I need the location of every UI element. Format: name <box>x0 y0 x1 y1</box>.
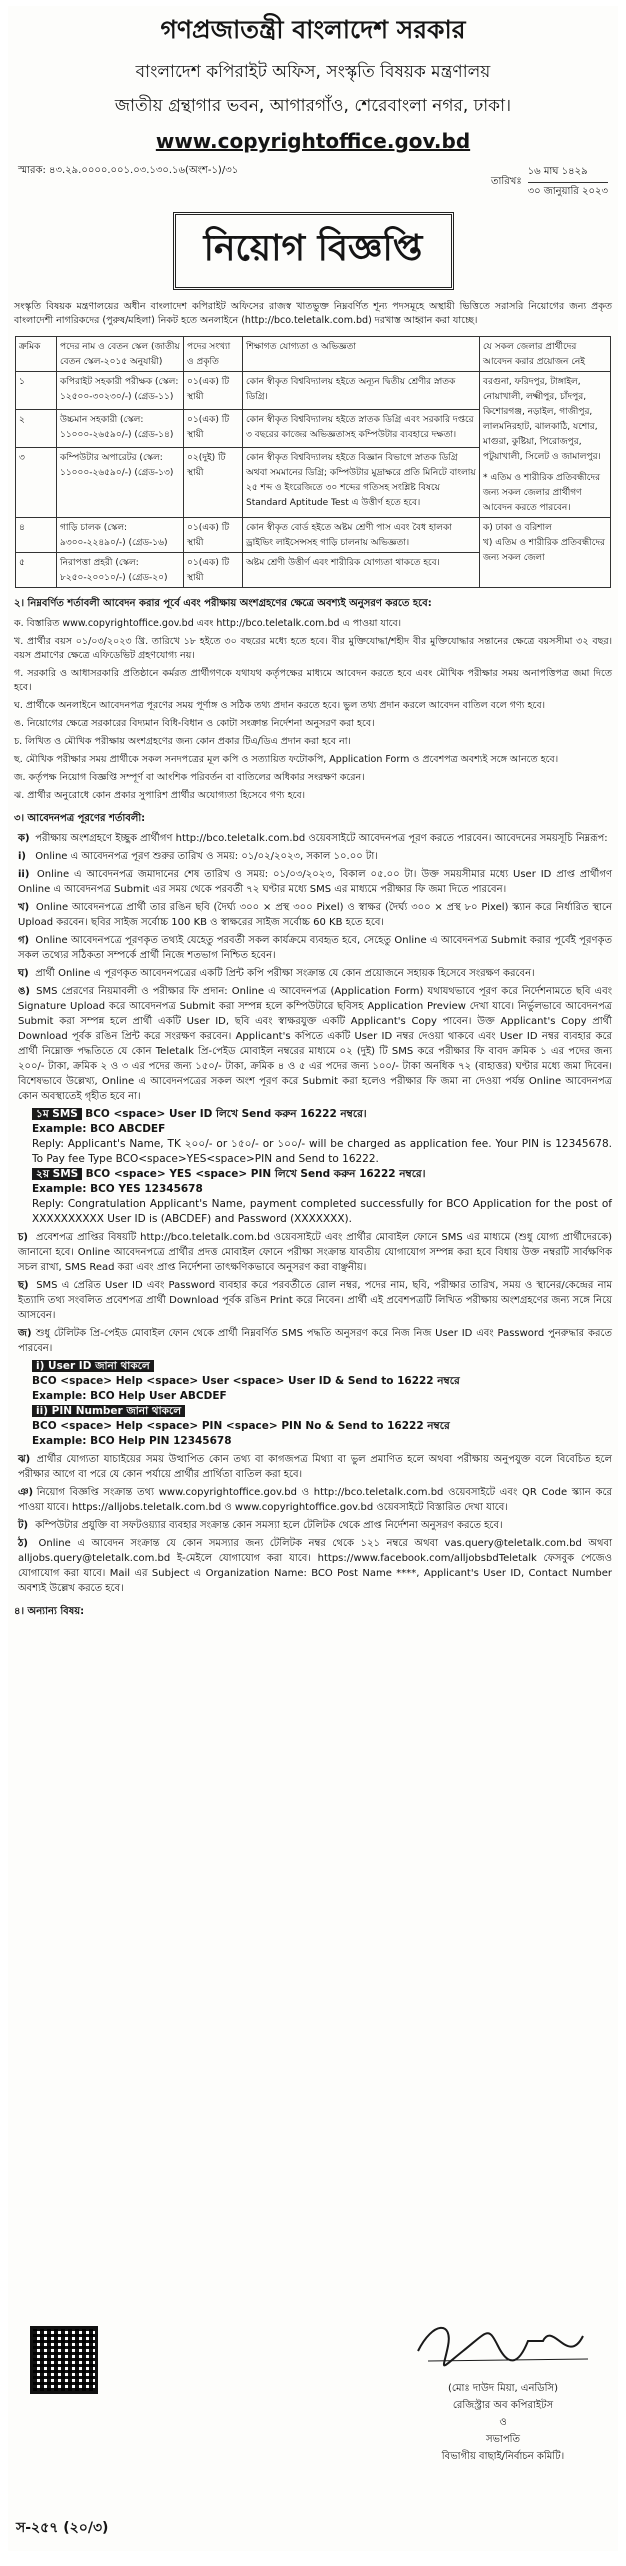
sms2-tag: ২য় SMS <box>32 1168 82 1180</box>
apply-item <box>18 1230 612 1275</box>
apply-num: ঙ) <box>18 986 30 997</box>
cell-count: ০১(এক) টি স্থায়ী <box>184 372 243 410</box>
cell-qualification: কোন স্বীকৃত বিশ্ববিদ্যালয় হইতে অন্যূন দ্বিতীয় শ্রেণীর স্নাতক ডিগ্রি। <box>243 372 480 410</box>
cell-count: ০১(এক) টি স্থায়ী <box>184 553 243 588</box>
cell-count: ০১(এক) টি স্থায়ী <box>184 518 243 553</box>
table-header-row <box>16 337 611 372</box>
apply-text: প্রার্থী Online এ পূরণকৃত আবেদনপত্রের একটি প্রিন্ট কপি পরীক্ষা সংক্রান্ত যে কোন প্রয়োজনে সহায়ক হিসেবে সংরক্ষণ করবেন। <box>35 968 535 979</box>
sms1-example: Example: BCO ABCDEF <box>32 1123 166 1135</box>
apply-item <box>18 966 612 981</box>
recovery-user-command: BCO <space> Help <space> User <space> User ID & Send to 16222 নম্বরে <box>32 1375 460 1387</box>
apply-text: কম্পিউটার প্রযুক্তি বা সফটওয়্যার ব্যবহার সংক্রান্ত কোন সমস্যা হলে টেলিটক থেকে প্রাপ্ত নির্দেশনা অনুসরণ করতে হবে। <box>35 1520 503 1531</box>
sms2-reply: Reply: Congratulation Applicant's Name, payment completed successfully for BCO Application for the post of XXXXXXXXXX User ID is (ABCDEF) and Password (XXXXXXX). <box>32 1198 612 1225</box>
apply-num: ঞ) <box>18 1487 34 1498</box>
intro-paragraph: সংস্কৃতি বিষয়ক মন্ত্রণালয়ের অধীন বাংলাদেশ কপিরাইট অফিসের রাজস্ব খাতভুক্ত নিম্নবর্ণিত শূন্য পদসমূহে অস্থায়ী ভিত্তিতে সরাসরি নিয়োগের জন্য প্রকৃত বাংলাদেশী নাগরিকদের (পুরুষ/মহিলা) নিকট হতে অনলাইনে (http://bco.teletalk.com.bd) দরখাস্ত আহ্বান করা যাচ্ছে। <box>14 301 612 326</box>
apply-num: ii) <box>18 869 30 880</box>
apply-text: প্রার্থীর যোগ্যতা যাচাইয়ের সময় উত্থাপিত কোন তথ্য বা কাগজপত্র মিথ্যা বা ভুল প্রমাণিত হলে অথবা পরীক্ষায় অনুপযুক্ত বলে বিবেচিত হলে পরীক্ষার আগে বা পরে যে কোন পর্যায়ে প্রার্থীর প্রার্থিতা বাতিল করা হবে। <box>18 1454 612 1480</box>
col-count: পদের সংখ্যা ও প্রকৃতি <box>184 337 243 372</box>
apply-num: খ) <box>18 902 30 913</box>
posts-table <box>15 336 611 588</box>
qr-code-icon[interactable] <box>30 2326 98 2394</box>
memo-dates <box>491 163 608 202</box>
table-row <box>16 372 611 410</box>
recovery-pin-tag: ii) PIN Number জানা থাকলে <box>32 1405 185 1417</box>
gov-title: গণপ্রজাতন্ত্রী বাংলাদেশ সরকার <box>160 15 466 44</box>
footer-code: স-২৫৭ (২০/৩) <box>16 2520 109 2536</box>
memo-row <box>8 163 618 202</box>
cell-excluded-upper <box>480 372 611 518</box>
conditions-heading: ২। নিম্নবর্ণিত শর্তাবলী আবেদন করার পূর্বে এবং পরীক্ষায় অংশগ্রহণের ক্ষেত্রে অবশ্যই অনুসরণ করতে হবে: <box>14 598 432 609</box>
col-post: পদের নাম ও বেতন স্কেল (জাতীয় বেতন স্কেল-২০১৫ অনুযায়ী) <box>57 337 184 372</box>
excluded-note: * এতিম ও শারীরিক প্রতিবন্ধীদের জন্য সকল জেলার প্রার্থীগণ আবেদন করতে পারবেন। <box>483 473 601 513</box>
cell-post: কম্পিউটার অপারেটর (স্কেল: ১১০০০-২৬৫৯০/-) (গ্রেড-১৩) <box>57 447 184 517</box>
final-heading: ৪। অন্যান্য বিষয়: <box>14 1606 85 1617</box>
cell-qualification: কোন স্বীকৃত বিশ্ববিদ্যালয় হইতে বিজ্ঞান বিভাগে স্নাতক ডিগ্রি অথবা সমমানের ডিগ্রি; কম্পিউটার মুদ্রাক্ষরে প্রতি মিনিটে বাংলায় ২৫ শব্দ ও ইংরেজিতে ৩০ শব্দের গতিসহ সংশ্লিষ্ট বিষয়ে Standard Aptitude Test এ উত্তীর্ণ হতে হবে। <box>243 447 480 517</box>
office-address: জাতীয় গ্রন্থাগার ভবন, আগারগাঁও, শেরেবাংলা নগর, ঢাকা। <box>114 96 512 116</box>
col-serial: ক্রমিক <box>16 337 57 372</box>
excluded-lower-a: ক) ঢাকা ও বরিশাল <box>483 523 552 533</box>
apply-num: ঠ) <box>18 1538 28 1549</box>
signatory-name: (মোঃ দাউদ মিয়া, এনডিসি) <box>447 2383 559 2394</box>
cell-post: নিরাপত্তা প্রহরী (স্কেল: ৮২৫০-২০০১০/-) (গ্রেড-২০) <box>57 553 184 588</box>
signature-block <box>398 2311 608 2466</box>
apply-text: নিয়োগ বিজ্ঞপ্তি সংক্রান্ত তথ্য www.copyrightoffice.gov.bd ও http://bco.teletalk.com.bd ওয়েবসাইটে এবং QR Code স্ক্যান করে পাওয়া যাবে। https://alljobs.teletalk.com.bd ও www.copyrightoffice.gov.bd ওয়েবসাইটে বিস্তারিত দেখা যাবে। <box>18 1487 612 1513</box>
apply-text: SMS প্রেরণের নিয়মাবলী ও পরীক্ষার ফি প্রদান: Online এ আবেদনপত্র (Application Form) যথাযথভাবে পূরণ করে নির্দেশনামতে ছবি এবং Signature Upload করে আবেদনপত্র Submit করা সম্পন্ন হলে কম্পিউটারে ছবিসহ Application Preview দেখা যাবে। নির্ভুলভাবে আবেদনপত্র Submit করা সম্পন্ন হলে প্রার্থী একটি User ID, ছবি এবং স্বাক্ষরযুক্ত একটি Applicant's Copy পাবেন। উক্ত Applicant's Copy প্রার্থী Download পূর্বক রঙিন প্রিন্ট করে সংরক্ষণ করবেন। Applicant's কপিতে একটি User ID নম্বর দেওয়া থাকবে এবং User ID নম্বর ব্যবহার করে প্রার্থী নিম্নোক্ত পদ্ধতিতে যে কোন Teletalk প্রি-পেইড মোবাইল নম্বরের মাধ্যমে ০২ (দুই) টি SMS করে পরীক্ষার ফি বাবদ ক্রমিক ১ এর পদের জন্য ২০০/- টাকা, ক্রমিক ২ ও ৩ এর পদের জন্য ১৫০/- টাকা, ক্রমিক ৪ ও ৫ এর পদের জন্য ১০০/- টাকা অনধিক ৭২ (বাহাত্তর) ঘণ্টার মধ্যে জমা দিবেন। বিশেষভাবে উল্লেখ্য, Online এ আবেদনপত্রের সকল অংশ পূরণ করে Submit করা হলেও পরীক্ষার ফি জমা না দেওয়া পর্যন্ত Online আবেদনপত্র কোন অবস্থাতেই গৃহীত হবে না। <box>18 986 612 1102</box>
recovery-block <box>32 1359 612 1449</box>
apply-num: গ) <box>18 935 30 946</box>
apply-text: Online আবেদনপত্রে পূরণকৃত তথ্যই যেহেতু পরবর্তী সকল কার্যক্রমে ব্যবহৃত হবে, সেহেতু Online এ আবেদনপত্র Submit করার পূর্বেই পূরণকৃত সকল তথ্যের সঠিকতা সম্পর্কে প্রার্থী নিজে শতভাগ নিশ্চিত হবেন। <box>18 935 612 961</box>
cell-post: গাড়ি চালক (স্কেল: ৯৩০০-২২৪৯০/-) (গ্রেড-১৬) <box>57 518 184 553</box>
apply-num: জ) <box>18 1328 32 1339</box>
cell-serial: ৪ <box>16 518 57 553</box>
sms-block <box>32 1107 612 1227</box>
date-english: ৩০ জানুয়ারি ২০২৩ <box>527 186 608 197</box>
apply-item <box>18 1536 612 1596</box>
apply-num: ক) <box>18 833 30 844</box>
apply-num: ট) <box>18 1520 29 1531</box>
apply-num: ঝ) <box>18 1454 31 1465</box>
sms1-command: BCO <space> User ID লিখে Send করুন 16222 নম্বরে। <box>85 1108 367 1120</box>
apply-item <box>18 867 612 897</box>
cell-qualification: কোন স্বীকৃত বোর্ড হইতে অষ্টম শ্রেণী পাস এবং বৈধ হালকা ড্রাইভিং লাইসেন্সসহ গাড়ি চালনায় অভিজ্ঞতা। <box>243 518 480 553</box>
committee-name: বিভাগীয় বাছাই/নির্বাচন কমিটি। <box>441 2451 565 2462</box>
condition-item: ঙ. নিয়োগের ক্ষেত্রে সরকারের বিদ্যমান বিধি-বিধান ও কোটা সংক্রান্ত নির্দেশনা অনুসরণ করা হবে। <box>14 718 375 729</box>
office-line: বাংলাদেশ কপিরাইট অফিস, সংস্কৃতি বিষয়ক মন্ত্রণালয় <box>135 62 491 82</box>
cell-count: ০২(দুই) টি স্থায়ী <box>184 447 243 517</box>
recovery-pin-command: BCO <space> Help <space> PIN <space> PIN No & Send to 16222 নম্বরে <box>32 1420 450 1432</box>
apply-num: i) <box>18 851 26 862</box>
cell-serial: ৫ <box>16 553 57 588</box>
cell-excluded-lower <box>480 518 611 588</box>
signatory-and: ও <box>499 2417 507 2428</box>
condition-item: গ. সরকারি ও আধাসরকারি প্রতিষ্ঠানে কর্মরত প্রার্থীগণকে যথাযথ কর্তৃপক্ষের মাধ্যমে আবেদন করতে হবে এবং মৌখিক পরীক্ষার সময় অনাপত্তিপত্র জমা দিতে হবে। <box>14 668 612 693</box>
apply-item <box>18 849 612 864</box>
apply-text: Online আবেদনপত্রে প্রার্থী তার রঙিন ছবি (দৈর্ঘ্য ৩০০ × প্রস্থ ৩০০ Pixel) ও স্বাক্ষর (দৈর্ঘ্য ৩০০ × প্রস্থ ৮০ Pixel) স্ক্যান করে নির্ধারিত স্থানে Upload করবেন। ছবির সাইজ সর্বোচ্চ 100 KB ও স্বাক্ষরের সাইজ সর্বোচ্চ 60 KB হতে হবে। <box>18 902 612 928</box>
condition-item: ঘ. প্রার্থীকে অনলাইনে আবেদনপত্র পূরণের সময় পূর্ণাঙ্গ ও সঠিক তথ্য প্রদান করতে হবে। ভুল তথ্য প্রদান করলে আবেদন বাতিল বলে গণ্য হবে। <box>14 700 546 711</box>
apply-text: পরীক্ষায় অংশগ্রহণে ইচ্ছুক প্রার্থীগণ http://bco.teletalk.com.bd ওয়েবসাইটে আবেদনপত্র পূরণ করতে পারবেন। আবেদনের সময়সূচি নিম্নরূপ: <box>35 833 608 844</box>
condition-item: চ. লিখিত ও মৌখিক পরীক্ষায় অংশগ্রহণের জন্য কোন প্রকার টিএ/ডিএ প্রদান করা হবে না। <box>14 736 351 747</box>
apply-text: SMS এ প্রেরিত User ID এবং Password ব্যবহার করে পরবর্তীতে রোল নম্বর, পদের নাম, ছবি, পরীক্ষার তারিখ, সময় ও স্থানের/কেন্দ্রের নাম ইত্যাদি তথ্য সংবলিত প্রবেশপত্র প্রার্থী Download পূর্বক রঙিন Print করে নিবেন। প্রার্থী এই প্রবেশপত্রটি লিখিত পরীক্ষায় অংশগ্রহণের জন্য সঙ্গে নিয়ে আসবেন। <box>18 1280 612 1321</box>
apply-num: ঘ) <box>18 968 29 979</box>
cell-serial: ২ <box>16 409 57 447</box>
col-excluded-districts: যে সকল জেলার প্রার্থীদের আবেদন করার প্রয়োজন নেই <box>480 337 611 372</box>
header <box>8 6 618 153</box>
signatory-designation: রেজিস্ট্রার অব কপিরাইটস <box>452 2400 554 2411</box>
apply-text: Online এ আবেদন সংক্রান্ত যে কোন সমস্যার জন্য টেলিটক নম্বর থেকে ১২১ নম্বরে অথবা vas.query@teletalk.com.bd অথবা alljobs.query@teletalk.com.bd ই-মেইলে যোগাযোগ করা যাবে। https://www.facebook.com/alljobsbdTeletalk ফেসবুক পেজেও যোগাযোগ করা যাবে। Mail এর Subject এ Organization Name: BCO Post Name ****, Applicant's User ID, Contact Number অবশ্যই উল্লেখ করতে হবে। <box>18 1538 612 1594</box>
apply-num: ছ) <box>18 1280 29 1291</box>
signature-icon <box>408 2311 598 2381</box>
apply-item <box>18 900 612 930</box>
cell-post: উচ্চমান সহকারী (স্কেল: ১১০০০-২৬৫৯০/-) (গ্রেড-১৪) <box>57 409 184 447</box>
sms2-command: BCO <space> YES <space> PIN লিখে Send করুন 16222 নম্বরে। <box>85 1168 426 1180</box>
sms2-example: Example: BCO YES 12345678 <box>32 1183 203 1195</box>
date-bangla: ১৬ মাঘ ১৪২৯ <box>528 163 608 183</box>
recovery-pin-example: Example: BCO Help PIN 12345678 <box>32 1435 232 1447</box>
apply-text: Online এ আবেদনপত্র জমাদানের শেষ তারিখ ও সময়: ০১/০৩/২০২৩, বিকাল ০৫.০০ টা। উক্ত সময়সীমার মধ্যে User ID প্রাপ্ত প্রার্থীগণ Online এ আবেদনপত্র Submit এর সময় থেকে পরবর্তী ৭২ ঘণ্টার মধ্যে SMS এর মাধ্যমে পরীক্ষার ফি জমা দিতে পারবেন। <box>18 869 612 895</box>
recovery-user-tag: i) User ID জানা থাকলে <box>32 1360 154 1372</box>
apply-text: প্রবেশপত্র প্রাপ্তির বিষয়টি http://bco.teletalk.com.bd ওয়েবসাইটে এবং প্রার্থীর মোবাইল ফোনে SMS এর মাধ্যমে (শুধু যোগ্য প্রার্থীদেরকে) জানানো হবে। Online আবেদনপত্রে প্রার্থীর প্রদত্ত মোবাইল ফোনে পরীক্ষা সংক্রান্ত যাবতীয় যোগাযোগ সম্পন্ন করা হবে বিধায় উক্ত নম্বরটি সার্বক্ষণিক সচল রাখা, SMS Read করা এবং প্রাপ্ত নির্দেশনা তাৎক্ষণিকভাবে অনুসরণ করা বাঞ্ছনীয়। <box>18 1232 612 1273</box>
sms1-tag: ১ম SMS <box>32 1108 82 1120</box>
apply-num: চ) <box>18 1232 28 1243</box>
condition-item: ঝ. প্রার্থীর অনুরোধে কোন প্রকার সুপারিশ প্রার্থীর অযোগ্যতা হিসেবে গণ্য হবে। <box>14 790 306 801</box>
apply-text: শুধু টেলিটক প্রি-পেইড মোবাইল ফোন থেকে প্রার্থী নিম্নবর্ণিত SMS পদ্ধতি অনুসরণ করে নিজ নিজ User ID এবং Password পুনরুদ্ধার করতে পারবেন। <box>18 1328 613 1354</box>
apply-item <box>18 1452 612 1482</box>
cell-serial: ১ <box>16 372 57 410</box>
cell-qualification: কোন স্বীকৃত বিশ্ববিদ্যালয় হইতে স্নাতক ডিগ্রি এবং সরকারি দপ্তরে ৩ বছরের কাজের অভিজ্ঞতাসহ কম্পিউটার ব্যবহারে দক্ষতা। <box>243 409 480 447</box>
sms1-reply: Reply: Applicant's Name, TK ২০০/- or ১৫০/- or ১০০/- will be charged as application fee. Your PIN is 12345678. To Pay fee Type BCO<space>YES<space>PIN and Send to 16222. <box>32 1138 612 1165</box>
apply-text: Online এ আবেদনপত্র পূরণ শুরুর তারিখ ও সময়: ০১/০২/২০২৩, সকাল ১০.০০ টা। <box>35 851 378 862</box>
notice-page <box>8 6 618 2551</box>
apply-item <box>18 1518 612 1533</box>
recovery-user-example: Example: BCO Help User ABCDEF <box>32 1390 227 1402</box>
website-link[interactable]: www.copyrightoffice.gov.bd <box>155 129 471 153</box>
apply-item <box>18 1326 612 1356</box>
excluded-lower-b: খ) এতিম ও শারীরিক প্রতিবন্ধীদের জন্য সকল জেলা <box>483 538 605 563</box>
condition-item: ছ. মৌখিক পরীক্ষার সময় প্রার্থীকে সকল সনদপত্রের মূল কপি ও সত্যায়িত ফটোকপি, Application Form ও প্রবেশপত্র অবশ্যই সঙ্গে আনতে হবে। <box>14 754 559 765</box>
committee-role: সভাপতি <box>485 2434 521 2445</box>
memo-ref: স্মারক: ৪৩.২৯.০০০০.০০১.০৩.১৩০.১৬(অংশ-১)/৩১ <box>18 165 239 176</box>
apply-heading: ৩। আবেদনপত্র পূরণের শর্তাবলী: <box>14 813 146 824</box>
apply-item <box>18 984 612 1104</box>
apply-item <box>18 933 612 963</box>
cell-post: কপিরাইট সহকারী পরীক্ষক (স্কেল: ১২৫০০-৩০২৩০/-) (গ্রেড-১১) <box>57 372 184 410</box>
apply-item <box>18 1278 612 1323</box>
cell-count: ০১(এক) টি স্থায়ী <box>184 409 243 447</box>
condition-item: খ. প্রার্থীর বয়স ০১/০৩/২০২৩ খ্রি. তারিখে ১৮ হইতে ৩০ বছরের মধ্যে হতে হবে। বীর মুক্তিযোদ্ধা/শহীদ বীর মুক্তিযোদ্ধার সন্তানের ক্ষেত্রে বয়সসীমা ৩২ বছর। বয়স প্রমাণের ক্ষেত্রে এফিডেভিট গ্রহণযোগ্য নয়। <box>14 636 612 661</box>
cell-serial: ৩ <box>16 447 57 517</box>
apply-item <box>18 1485 612 1515</box>
date-label: তারিখঃ <box>490 176 522 187</box>
cell-qualification: অষ্টম শ্রেণী উত্তীর্ণ এবং শারীরিক যোগ্যতা থাকতে হবে। <box>243 553 480 588</box>
excluded-districts-list: বরগুনা, ফরিদপুর, টাঙ্গাইল, নোয়াখালী, লক্ষ্মীপুর, চাঁদপুর, কিশোরগঞ্জ, নড়াইল, গাজীপুর, লালমনিরহাট, ঝালকাঠি, যশোর, মাগুরা, কুষ্টিয়া, পিরোজপুর, পটুয়াখালী, সিলেট ও জামালপুর। <box>483 377 601 462</box>
apply-item <box>18 831 612 846</box>
col-qualification: শিক্ষাগত যোগ্যতা ও অভিজ্ঞতা <box>243 337 480 372</box>
condition-item: জ. কর্তৃপক্ষ নিয়োগ বিজ্ঞপ্তি সম্পূর্ণ বা আংশিক পরিবর্তন বা বাতিলের অধিকার সংরক্ষণ করেন। <box>14 772 365 783</box>
condition-item: ক. বিস্তারিত www.copyrightoffice.gov.bd এবং http://bco.teletalk.com.bd এ পাওয়া যাবে। <box>14 618 402 629</box>
table-row <box>16 518 611 553</box>
notice-title: নিয়োগ বিজ্ঞপ্তি <box>173 212 454 290</box>
